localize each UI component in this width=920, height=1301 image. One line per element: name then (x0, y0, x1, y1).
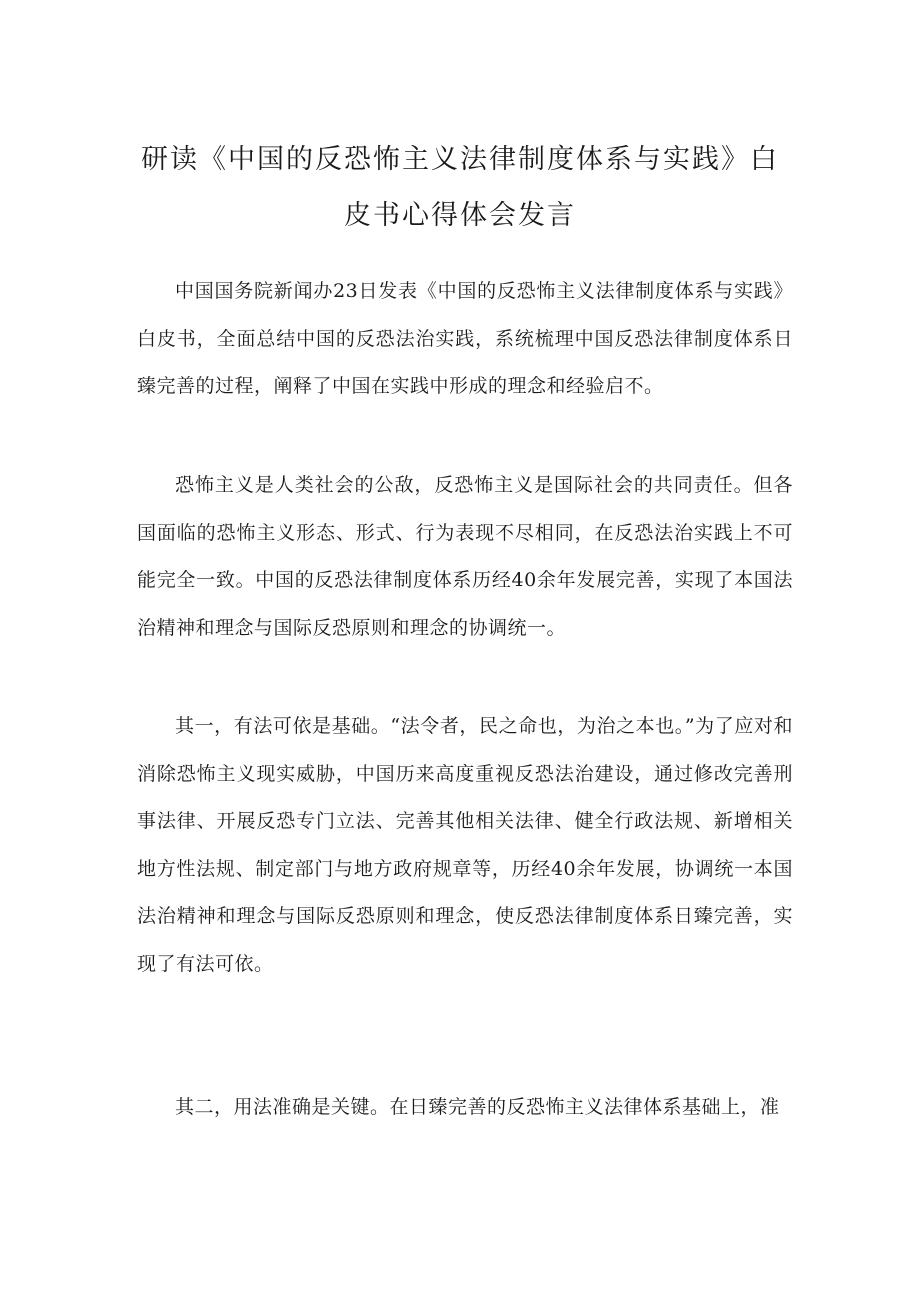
document-title: 研读《中国的反恐怖主义法律制度体系与实践》白皮书心得体会发言 (141, 144, 779, 231)
paragraph-point-one: 其一，有法可依是基础。“法令者，民之命也，为治之本也。”为了应对和消除恐怖主义现实威胁，中国历来高度重视反恐法治建设，通过修改完善刑事法律、开展反恐专门立法、完善其他相关法律、健全行政法规、新增相关地方性法规、制定部门与地方政府规章等，历经40余年发展，协调统一本国法治精神和理念与国际反恐原则和理念，使反恐法律制度体系日臻完善，实现了有法可依。 (137, 715, 793, 975)
paragraph-terrorism-common-enemy: 恐怖主义是人类社会的公敌，反恐怖主义是国际社会的共同责任。但各国面临的恐怖主义形态、形式、行为表现不尽相同，在反恐法治实践上不可能完全一致。中国的反恐法律制度体系历经40余年发展完善，实现了本国法治精神和理念与国际反恐原则和理念的协调统一。 (137, 474, 793, 639)
paragraph-point-two: 其二，用法准确是关键。在日臻完善的反恐怖主义法律体系基础上，准 (175, 1096, 780, 1118)
paragraph-intro: 中国国务院新闻办23日发表《中国的反恐怖主义法律制度体系与实践》白皮书，全面总结中国的反恐法治实践，系统梳理中国反恐法律制度体系日臻完善的过程，阐释了中国在实践中形成的理念和经验启不。 (137, 280, 793, 397)
